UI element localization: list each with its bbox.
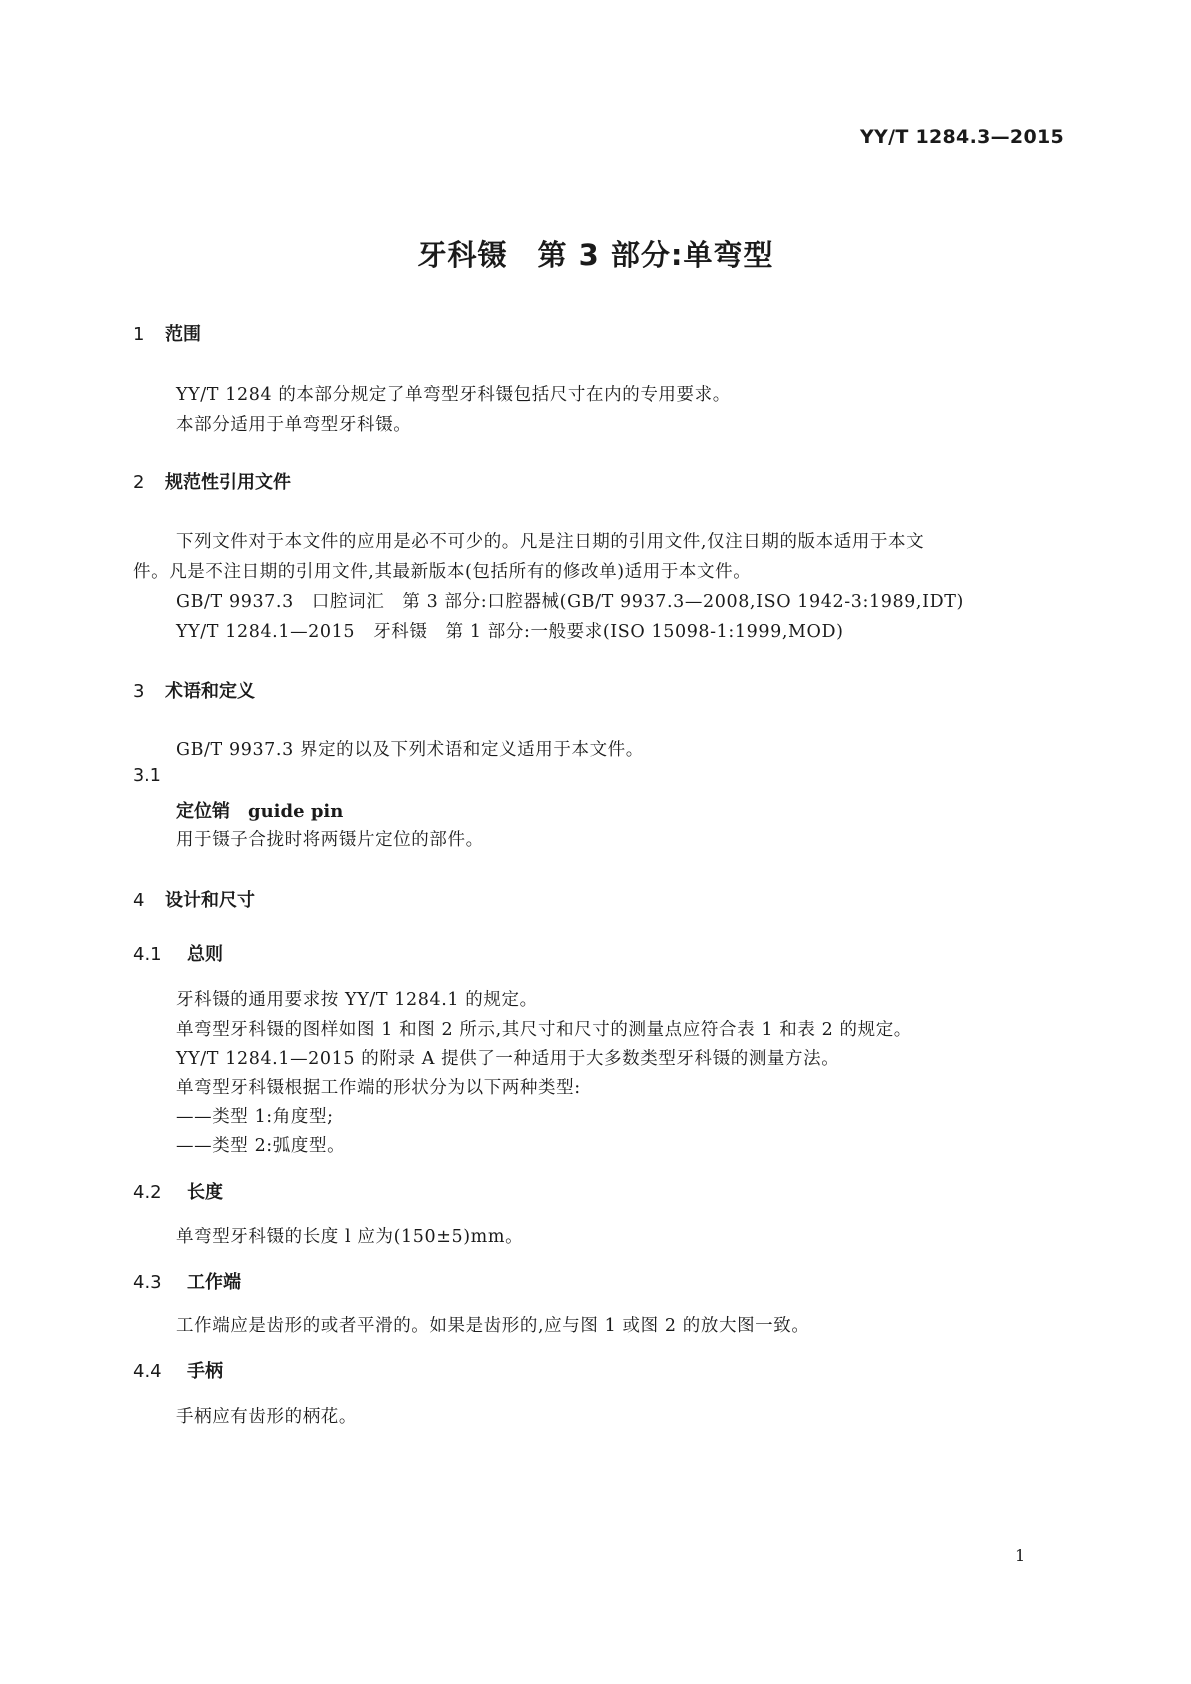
section-number: 4.1 [133,944,162,965]
paragraph: GB/T 9937.3 界定的以及下列术语和定义适用于本文件。 [176,740,644,760]
section-title: 规范性引用文件 [165,472,291,493]
standard-number: YY/T 1284.3—2015 [859,126,1064,148]
section-3-heading [133,677,255,703]
term-zh: 定位销 [176,801,230,822]
section-number: 3 [133,681,145,702]
section-1-heading [133,320,201,346]
paragraph: 件。凡是不注日期的引用文件,其最新版本(包括所有的修改单)适用于本文件。 [133,562,752,582]
paragraph: 下列文件对于本文件的应用是必不可少的。凡是注日期的引用文件,仅注日期的版本适用于本文 [176,532,925,552]
section-number: 4.4 [133,1361,162,1382]
section-number: 4 [133,890,145,911]
paragraph: YY/T 1284 的本部分规定了单弯型牙科镊包括尺寸在内的专用要求。 [176,385,731,405]
list-item: ——类型 1:角度型; [176,1107,334,1127]
subsection-4-2-heading [133,1178,223,1204]
list-item: ——类型 2:弧度型。 [176,1136,346,1156]
paragraph: 单弯型牙科镊根据工作端的形状分为以下两种类型: [176,1078,581,1098]
section-title: 长度 [187,1182,223,1203]
normative-reference: YY/T 1284.1—2015 牙科镊 第 1 部分:一般要求(ISO 15098-1:1999,MOD) [176,622,844,642]
paragraph: 单弯型牙科镊的长度 l 应为(150±5)mm。 [176,1227,524,1247]
term-entry [176,797,343,823]
section-2-heading [133,468,291,494]
subsection-4-1-heading [133,940,223,966]
section-title: 手柄 [187,1361,223,1382]
section-number: 4.3 [133,1272,162,1293]
term-definition: 用于镊子合拢时将两镊片定位的部件。 [176,830,484,850]
section-title: 工作端 [187,1272,241,1293]
paragraph: 工作端应是齿形的或者平滑的。如果是齿形的,应与图 1 或图 2 的放大图一致。 [176,1316,810,1336]
section-title: 设计和尺寸 [165,890,255,911]
document-title: 牙科镊 第 3 部分:单弯型 [417,238,774,272]
section-4-heading [133,886,255,912]
section-number: 2 [133,472,145,493]
section-title: 术语和定义 [165,681,255,702]
term-number: 3.1 [133,766,161,786]
paragraph: 手柄应有齿形的柄花。 [176,1407,357,1427]
section-title: 总则 [187,944,223,965]
term-en: guide pin [248,801,344,822]
section-title: 范围 [165,324,201,345]
page-number: 1 [1015,1546,1026,1565]
section-number: 1 [133,324,145,345]
subsection-4-4-heading [133,1357,223,1383]
paragraph: YY/T 1284.1—2015 的附录 A 提供了一种适用于大多数类型牙科镊的测量方法。 [176,1049,840,1069]
paragraph: 牙科镊的通用要求按 YY/T 1284.1 的规定。 [176,990,538,1010]
normative-reference: GB/T 9937.3 口腔词汇 第 3 部分:口腔器械(GB/T 9937.3—2008,ISO 1942-3:1989,IDT) [176,592,964,612]
section-number: 4.2 [133,1182,162,1203]
subsection-4-3-heading [133,1268,241,1294]
paragraph: 本部分适用于单弯型牙科镊。 [176,415,412,435]
paragraph: 单弯型牙科镊的图样如图 1 和图 2 所示,其尺寸和尺寸的测量点应符合表 1 和表 2 的规定。 [176,1020,912,1040]
